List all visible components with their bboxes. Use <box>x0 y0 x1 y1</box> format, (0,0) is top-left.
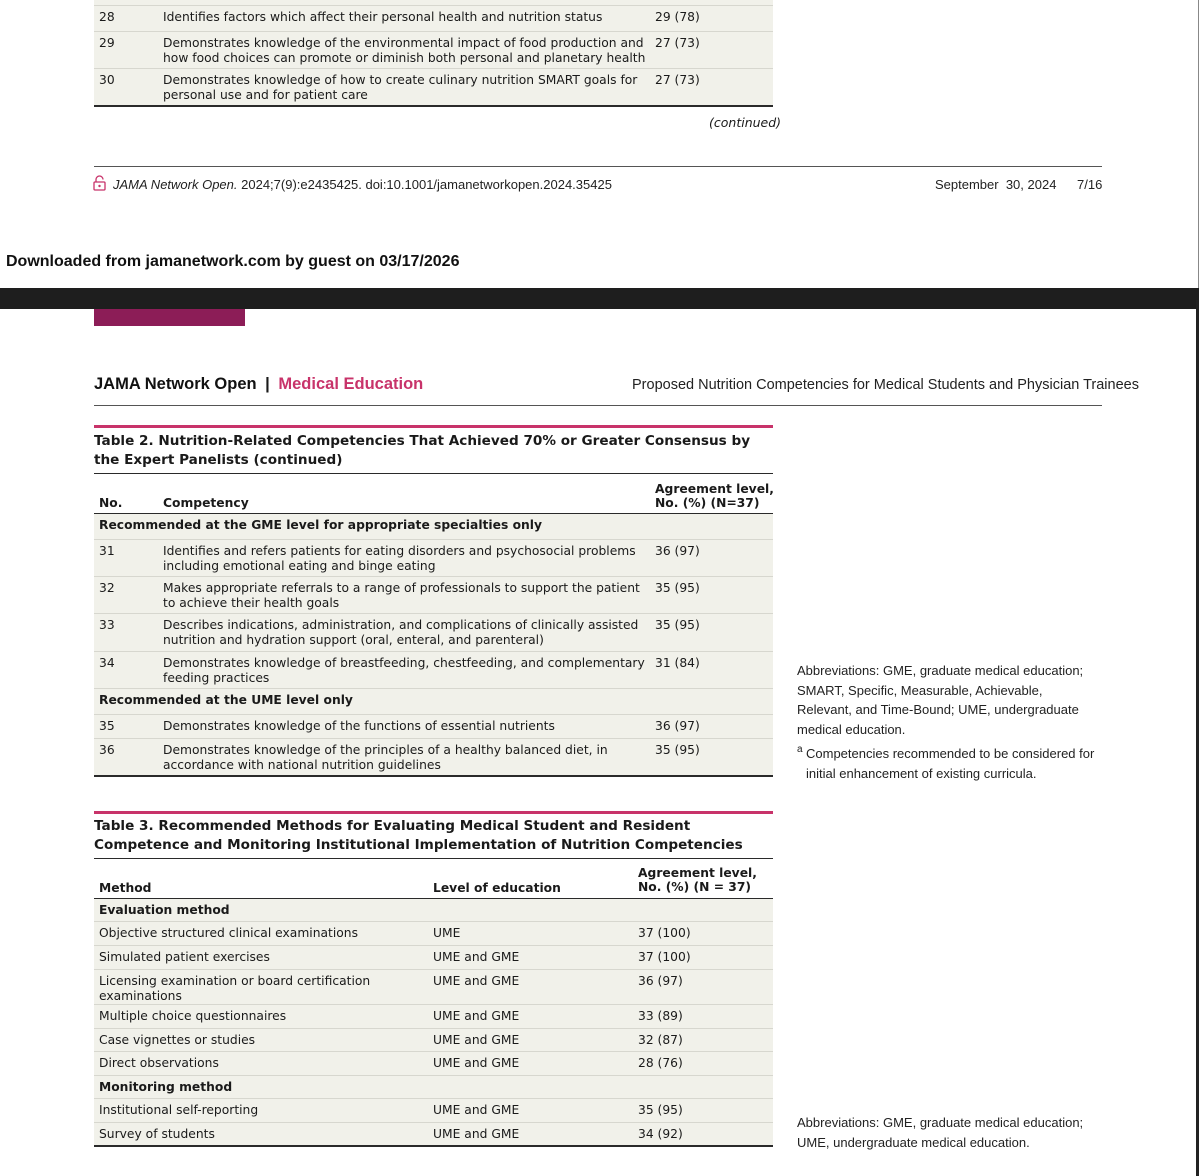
table3-col-level: Level of education <box>433 881 561 895</box>
table2-title: Table 2. Nutrition-Related Competencies That Achieved 70% or Greater Consensus by the Expert Panelists (continued) <box>94 433 751 468</box>
table3-col-agreement-line2: No. (%) (N = 37) <box>638 880 752 894</box>
table3-col-method: Method <box>99 881 152 895</box>
table-row <box>94 1123 773 1145</box>
footnote-mark: a <box>797 744 803 755</box>
table2-section-ume <box>94 689 773 715</box>
row-competency: Demonstrates knowledge of breastfeeding, chestfeeding, and complementary feeding practices <box>163 656 645 685</box>
table3-accent-rule <box>94 811 773 814</box>
table-row <box>94 32 773 69</box>
table3-section-evaluation <box>94 899 773 922</box>
table-row <box>94 1099 773 1123</box>
row-agreement: 37 (100) <box>638 926 691 940</box>
row-competency: Identifies factors which affect their personal health and nutrition status <box>163 10 603 24</box>
row-competency: Demonstrates knowledge of how to create culinary nutrition SMART goals for personal use and for patient care <box>163 73 638 102</box>
table-row <box>94 715 773 739</box>
row-method: Direct observations <box>99 1056 219 1070</box>
row-number: 30 <box>99 73 115 87</box>
table2-footnote <box>797 744 1097 783</box>
row-level: UME and GME <box>433 974 520 988</box>
row-agreement: 27 (73) <box>655 73 700 87</box>
table-row <box>94 6 773 32</box>
row-agreement: 27 (73) <box>655 36 700 50</box>
table2-bottom-rule <box>94 775 773 777</box>
table-row <box>94 1052 773 1076</box>
header-journal: JAMA Network Open <box>94 375 257 393</box>
lock-icon <box>93 175 106 191</box>
table3-col-agreement <box>638 866 757 894</box>
row-number: 35 <box>99 719 115 733</box>
row-level: UME and GME <box>433 1127 520 1141</box>
row-agreement: 35 (95) <box>655 581 700 595</box>
continued-label: (continued) <box>709 115 782 130</box>
table3-col-agreement-line1: Agreement level, <box>638 866 757 880</box>
table-row <box>94 946 773 970</box>
table2-col-agreement-line2: No. (%) (N=37) <box>655 496 760 510</box>
row-agreement: 33 (89) <box>638 1009 683 1023</box>
row-competency: Demonstrates knowledge of the principles of a healthy balanced diet, in accordance with national nutrition guidelines <box>163 743 608 772</box>
footer-citation <box>113 177 612 192</box>
table-row <box>94 1005 773 1029</box>
article-title: Proposed Nutrition Competencies for Medical Students and Physician Trainees <box>632 377 1139 393</box>
footer-rule <box>94 166 1102 167</box>
table-row <box>94 739 773 775</box>
page-top-fragment <box>0 0 1199 288</box>
table2-col-agreement <box>655 482 774 510</box>
table-row <box>94 652 773 689</box>
row-agreement: 35 (95) <box>638 1103 683 1117</box>
table3-header-top-rule <box>94 858 773 859</box>
table-bottom-rule <box>94 105 773 107</box>
header-section: Medical Education <box>278 375 424 393</box>
table-row <box>94 69 773 105</box>
row-method: Survey of students <box>99 1127 215 1141</box>
table-row <box>94 922 773 946</box>
section-label: Recommended at the GME level for appropriate specialties only <box>99 518 543 532</box>
row-number: 36 <box>99 743 115 757</box>
row-agreement: 31 (84) <box>655 656 700 670</box>
table3-abbreviations: Abbreviations: GME, graduate medical education; UME, undergraduate medical education. <box>797 1115 1084 1150</box>
section-tab <box>94 309 245 326</box>
row-competency: Demonstrates knowledge of the functions of essential nutrients <box>163 719 555 733</box>
row-agreement: 36 (97) <box>655 544 700 558</box>
row-agreement: 36 (97) <box>655 719 700 733</box>
header-separator: | <box>265 375 270 393</box>
row-agreement: 36 (97) <box>638 974 683 988</box>
row-level: UME <box>433 926 461 940</box>
table3-section-monitoring <box>94 1076 773 1099</box>
table3-bottom-rule <box>94 1145 773 1147</box>
row-agreement: 37 (100) <box>638 950 691 964</box>
row-level: UME and GME <box>433 950 520 964</box>
table-row <box>94 540 773 577</box>
row-number: 33 <box>99 618 115 632</box>
running-header <box>94 375 423 394</box>
table-row <box>94 1029 773 1052</box>
download-banner: Downloaded from jamanetwork.com by guest on 03/17/2026 <box>6 253 460 270</box>
section-label: Recommended at the UME level only <box>99 693 353 707</box>
header-rule <box>94 405 1102 406</box>
table2-abbreviations: Abbreviations: GME, graduate medical education; SMART, Specific, Measurable, Achievable, Relevant, and Time-Bound; UME, undergraduate medical education. <box>797 663 1084 737</box>
table-row <box>94 970 773 1005</box>
row-competency: Describes indications, administration, and complications of clinically assisted nutrition and hydration support (oral, enteral, and parenteral) <box>163 618 639 647</box>
row-agreement: 29 (78) <box>655 10 700 24</box>
table2-accent-rule <box>94 425 773 428</box>
row-method: Objective structured clinical examinations <box>99 926 359 940</box>
row-agreement: 28 (76) <box>638 1056 683 1070</box>
row-number: 34 <box>99 656 115 670</box>
row-number: 28 <box>99 10 115 24</box>
row-competency: Makes appropriate referrals to a range of professionals to support the patient to achieve their health goals <box>163 581 640 610</box>
row-agreement: 35 (95) <box>655 618 700 632</box>
table2-col-no: No. <box>99 496 123 510</box>
row-competency: Demonstrates knowledge of the environmental impact of food production and how food choices can promote or diminish both personal and planetary health <box>163 36 646 65</box>
table-row <box>94 614 773 652</box>
row-number: 32 <box>99 581 115 595</box>
row-competency: Identifies and refers patients for eating disorders and psychosocial problems including emotional eating and binge eating <box>163 544 636 573</box>
table2-section-gme <box>94 514 773 540</box>
row-agreement: 35 (95) <box>655 743 700 757</box>
row-level: UME and GME <box>433 1033 520 1047</box>
footer-doi: 2024;7(9):e2435425. doi:10.1001/jamanetworkopen.2024.35425 <box>241 177 612 192</box>
row-level: UME and GME <box>433 1056 520 1070</box>
section-label: Monitoring method <box>99 1080 233 1094</box>
row-level: UME and GME <box>433 1103 520 1117</box>
footnote-text: Competencies recommended to be considered for initial enhancement of existing curricula. <box>806 746 1095 781</box>
row-agreement: 32 (87) <box>638 1033 683 1047</box>
row-method: Simulated patient exercises <box>99 950 270 964</box>
row-method: Institutional self-reporting <box>99 1103 259 1117</box>
row-level: UME and GME <box>433 1009 520 1023</box>
table2-col-agreement-line1: Agreement level, <box>655 482 774 496</box>
table-row <box>94 577 773 614</box>
row-method: Licensing examination or board certification examinations <box>99 974 371 1003</box>
table3-title: Table 3. Recommended Methods for Evaluating Medical Student and Resident Competence and Monitoring Institutional Implementation of Nutrition Competencies <box>94 818 743 853</box>
table2-col-competency: Competency <box>163 496 249 510</box>
row-number: 29 <box>99 36 115 50</box>
footer-date: September 30, 2024 <box>935 177 1057 192</box>
row-method: Multiple choice questionnaires <box>99 1009 287 1023</box>
row-method: Case vignettes or studies <box>99 1033 256 1047</box>
footer-page-number: 7/16 <box>1077 177 1103 192</box>
row-agreement: 34 (92) <box>638 1127 683 1141</box>
row-number: 31 <box>99 544 115 558</box>
table2-header-top-rule <box>94 473 773 474</box>
page-separator <box>0 288 1199 309</box>
footer-journal: JAMA Network Open. <box>113 177 238 192</box>
section-label: Evaluation method <box>99 903 230 917</box>
